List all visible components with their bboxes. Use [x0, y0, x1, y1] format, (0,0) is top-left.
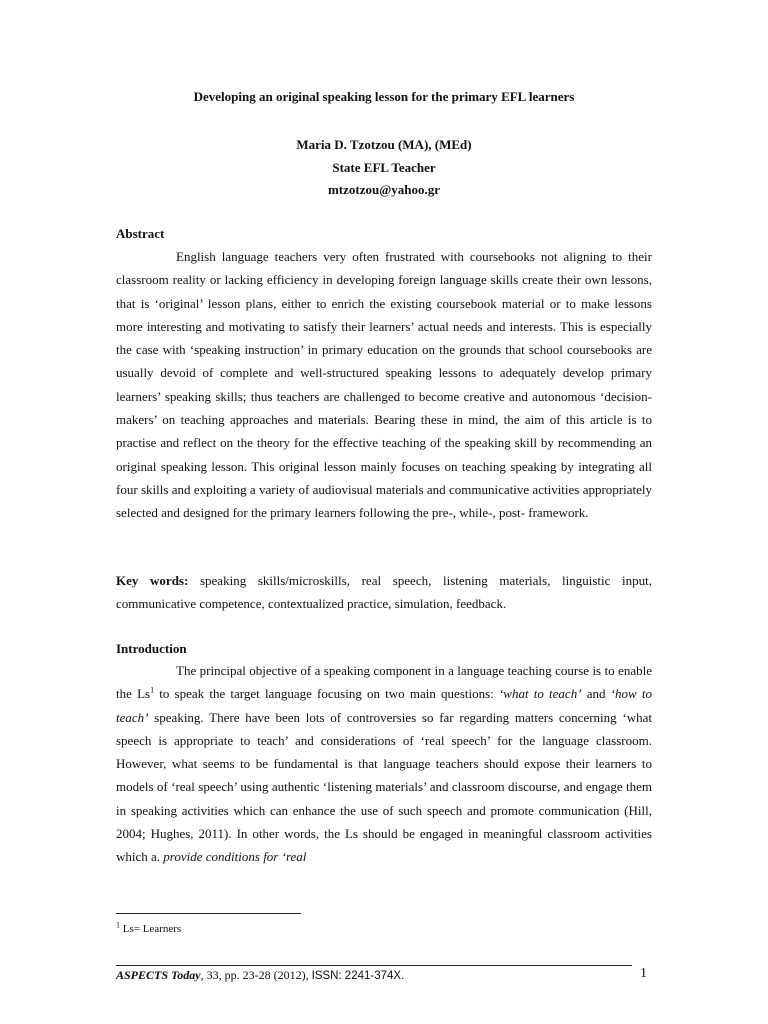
intro-text-3: and: [581, 686, 611, 702]
keywords-text: speaking skills/microskills, real speech, listening materials, linguistic input, communicative competence, contextualized practice, simulation, feedback.: [116, 573, 653, 612]
author-name: Maria D. Tzotzou (MA), (MEd): [296, 137, 472, 152]
citation-info: , 33, pp. 23-28 (2012),: [200, 968, 312, 982]
introduction-heading: Introduction: [116, 641, 187, 656]
page-footer: [116, 967, 404, 984]
journal-name: ASPECTS Today: [116, 968, 201, 982]
footnote: [116, 922, 181, 936]
footer-divider: [116, 965, 632, 966]
author-role: State EFL Teacher: [332, 159, 436, 175]
intro-text-2: to speak the target language focusing on two main questions:: [154, 686, 499, 702]
keywords-label: Key words:: [116, 573, 189, 588]
footnote-text: Ls= Learners: [120, 923, 182, 935]
intro-text-1: The principal objective of a speaking component in a language teaching course is to enable the Ls: [116, 663, 652, 702]
introduction-body: [116, 659, 652, 869]
intro-how-to-teach: ‘how to teach’: [116, 686, 652, 725]
abstract-heading: Abstract: [116, 226, 165, 241]
author-block: [116, 134, 652, 202]
intro-text-5: provide conditions for ‘real: [163, 849, 307, 865]
abstract-body: English language teachers very often frustrated with coursebooks not aligning to their classroom reality or lacking efficiency in developing foreign language skills create their own lessons, that is ‘original’ lesson plans, either to enrich the existing coursebook material or to make lessons more interesting and motivating to satisfy their learners’ actual needs and interests. This is especially the case with ‘speaking instruction’ in primary education on the grounds that school coursebooks are usually devoid of complete and well-structured speaking lessons to adequately develop primary learners’ speaking skills; thus teachers are challenged to become creative and autonomous ‘decision-makers’ on teaching approaches and materials. Bearing these in mind, the aim of this article is to practise and reflect on the theory for the effective teaching of the speaking skill by recommending an original speaking lesson. This original lesson mainly focuses on teaching speaking by integrating all four skills and exploiting a variety of audiovisual materials and communicative activities appropriately selected and designed for the primary learners following the pre-, while-, post- framework.: [116, 249, 652, 521]
footnote-marker: 1: [116, 920, 120, 930]
intro-text-4: speaking. There have been lots of controversies so far regarding matters concerning ‘what speech is appropriate to teach’ and considerations of ‘real speech’ for the language classroom. However, what seems to be fundamental is that language teachers should expose their learners to models of ‘real speech’ using authentic ‘listening materials’ and classroom discourse, and engage them in speaking activities which can enhance the use of such speech and promote communication (Hill, 2004; Hughes, 2011). In other words, the Ls should be engaged in meaningful classroom activities which a.: [116, 709, 652, 865]
footnote-divider: [116, 913, 301, 914]
keywords-paragraph: [116, 569, 652, 616]
author-email: mtzotzou@yahoo.gr: [327, 182, 441, 197]
intro-what-to-teach: ‘what to teach’: [498, 686, 582, 702]
issn: ISSN: 2241-374X.: [311, 970, 405, 982]
footnote-ref: 1: [150, 685, 155, 695]
article-title: Developing an original speaking lesson for the primary EFL learners: [193, 89, 575, 104]
page-number: 1: [640, 966, 647, 981]
